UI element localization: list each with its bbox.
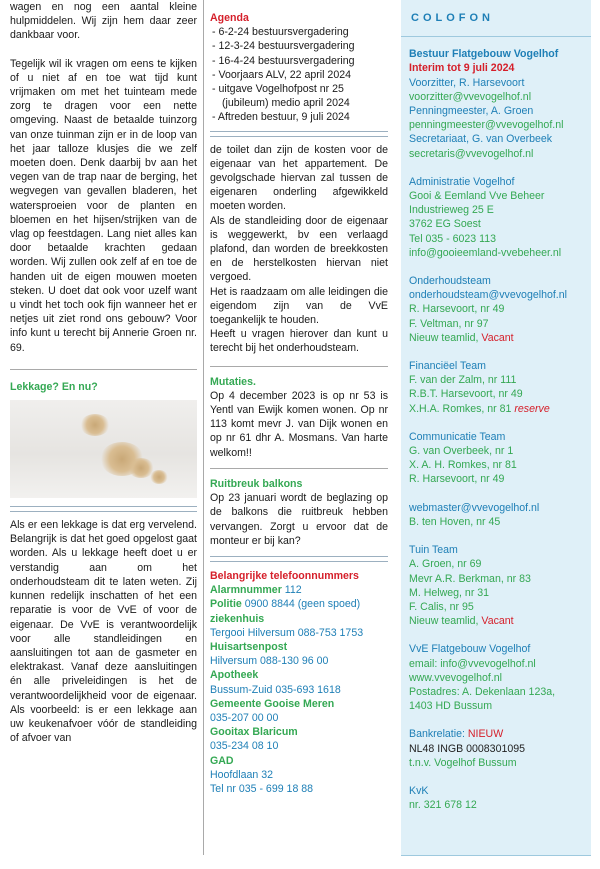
phone-entry: Politie 0900 8844 (geen spoed) bbox=[210, 598, 361, 611]
bank-block bbox=[401, 727, 591, 770]
admin-email[interactable]: info@gooieemland-vvebeheer.nl bbox=[409, 246, 562, 259]
secretariaat: Secretariaat, G. van Overbeek bbox=[409, 133, 553, 146]
kvk-block bbox=[401, 784, 591, 812]
webmaster-block bbox=[401, 501, 591, 529]
webmaster-email[interactable]: webmaster@vvevogelhof.nl bbox=[409, 501, 540, 514]
member-line: F. van der Zalm, nr 111 bbox=[409, 374, 517, 387]
tuin-block bbox=[401, 543, 591, 628]
vve-website[interactable]: www.vvevogelhof.nl bbox=[409, 671, 503, 684]
member-line: G. van Overbeek, nr 1 bbox=[409, 445, 514, 458]
agenda-item: - Aftreden bestuur, 9 juli 2024 bbox=[212, 111, 350, 124]
voorzitter-email[interactable]: voorzitter@vvevogelhof.nl bbox=[409, 90, 532, 103]
vve-email[interactable]: email: info@vvevogelhof.nl bbox=[409, 657, 536, 670]
kvk-title: KvK bbox=[409, 784, 429, 797]
secretariaat-email[interactable]: secretaris@vvevogelhof.nl bbox=[409, 147, 534, 160]
phone-value: Tel nr 035 - 699 18 88 bbox=[210, 782, 314, 795]
vve-postcode: 1403 HD Bussum bbox=[409, 700, 493, 713]
admin-line: Gooi & Eemland Vve Beheer bbox=[409, 190, 545, 203]
column-left bbox=[10, 0, 197, 745]
reserve-label: reserve bbox=[514, 402, 550, 415]
member-line: M. Helweg, nr 31 bbox=[409, 586, 490, 599]
bestuur-block bbox=[401, 47, 591, 161]
phone-label: Apotheek bbox=[210, 669, 259, 682]
paragraph-lekkage: Als er een lekkage is dat erg vervelend. Belangrijk is dat het goed opgelost gaat worden. Als u lekkage heeft doet u er verstandig aan om het onderhoudsteam dit te laten weten. Zij kunnen redelijk inschatten of het een reparatie is voor de VvE of voor de eigenaar. De VvE is verantwoordelijk voor alle standleidingen en aansluitingen tot aan de gasmeter en elektrakast. Vanaf deze aansluitingen én alle priveleidingen is het de verantwoordelijkheid voor de eigenaar. Als voorbeeld: is er een lekkage aan uw keukenafvoer vóór de standleiding of afvoer van bbox=[10, 519, 197, 745]
column-middle bbox=[210, 0, 388, 796]
phone-value: Hilversum 088-130 96 00 bbox=[210, 655, 329, 668]
penningmeester: Penningmeester, A. Groen bbox=[409, 105, 534, 118]
tuin-title: Tuin Team bbox=[409, 544, 458, 557]
new-badge: NIEUW bbox=[467, 728, 504, 741]
onderhoud-title: Onderhoudsteam bbox=[409, 275, 491, 288]
agenda-item: - Voorjaars ALV, 22 april 2024 bbox=[212, 68, 352, 81]
member-line: F. Veltman, nr 97 bbox=[409, 317, 489, 330]
phone-value: Hoofdlaan 32 bbox=[210, 768, 274, 781]
member-line: Mevr A.R. Berkman, nr 83 bbox=[409, 572, 531, 585]
vacant-label: Vacant bbox=[481, 331, 514, 344]
bank-tnv: t.n.v. Vogelhof Bussum bbox=[409, 756, 517, 769]
paragraph-thanks: wagen en nog een aantal kleine hulpmiddelen. Wij zijn hem daar zeer dankbaar voor. bbox=[10, 1, 197, 42]
onderhoud-block bbox=[401, 274, 591, 345]
phone-label: Gooitax Blaricum bbox=[210, 726, 298, 739]
comm-title: Communicatie Team bbox=[409, 430, 506, 443]
member-line: X. A. H. Romkes, nr 81 bbox=[409, 459, 517, 472]
interim-text: Interim tot 9 juli 2024 bbox=[409, 62, 515, 75]
phone-value: Bussum-Zuid 035-693 1618 bbox=[210, 683, 341, 696]
member-line: F. Calis, nr 95 bbox=[409, 600, 474, 613]
phone-label: GAD bbox=[210, 754, 234, 767]
vve-title: VvE Flatgebouw Vogelhof bbox=[409, 643, 531, 656]
phone-label: Huisartsenpost bbox=[210, 640, 288, 653]
paragraph-vragen: Heeft u vragen hierover dan kunt u terecht bij het onderhoudsteam. bbox=[210, 328, 388, 355]
agenda-item: - 6-2-24 bestuursvergadering bbox=[212, 26, 349, 39]
bank-iban: NL48 INGB 0008301095 bbox=[409, 742, 526, 755]
voorzitter: Voorzitter, R. Harsevoort bbox=[409, 76, 525, 89]
admin-line: 3762 EG Soest bbox=[409, 218, 481, 231]
agenda-item: - uitgave Vogelhofpost nr 25 (jubileum) medio april 2024 bbox=[212, 83, 350, 110]
phone-value: 035-207 00 00 bbox=[210, 711, 279, 724]
paragraph-toilet: de toilet dan zijn de kosten voor de eigenaar van het appartement. De gevolgschade hiervan zal tussen de eigenaren onderling afgewikkeld moeten worden. bbox=[210, 143, 388, 213]
member-line: B. ten Hoven, nr 45 bbox=[409, 515, 501, 528]
administratie-block bbox=[401, 175, 591, 260]
admin-line: Tel 035 - 6023 113 bbox=[409, 232, 496, 245]
heading-mutaties: Mutaties. bbox=[210, 375, 256, 388]
heading-ruitbreuk: Ruitbreuk balkons bbox=[210, 477, 303, 490]
paragraph-tuinteam: Tegelijk wil ik vragen om eens te kijken of u niet af en toe wat tijd kunt vrijmaken om met het tuinteam mede zorg te dragen voor een nette omgeving. Naast de betaalde tuinzorg van onze tuinman zijn er in de loop van het jaar talloze klusjes die we zelf moeten doen. Denk daarbij bv aan het vegen van de trap naar de berging, het wegvegen van gevallen bladeren, het watersproeien voor de planten en bloemen en het hijsen/strijken van de vlag op feestdagen. Lang niet alles kan door betaalde krachten gedaan worden. Wij zullen ook zelf af en toe de handen uit de eigen mouwen moeten steken. U doet dat ook voor uzelf want u vindt het toch ook fijn wanneer het er netjes uit ziet rond ons gebouw? Voor info kunt u terecht bij Annerie Groen nr. 69. bbox=[10, 57, 197, 354]
new-member-line: Nieuw teamlid, Vacant bbox=[409, 615, 514, 628]
penningmeester-email[interactable]: penningmeester@vvevogelhof.nl bbox=[409, 119, 564, 132]
agenda-item: - 12-3-24 bestuursvergadering bbox=[212, 40, 355, 53]
colofon-panel bbox=[401, 0, 591, 856]
column-separator bbox=[203, 0, 204, 855]
admin-title: Administratie Vogelhof bbox=[409, 175, 515, 188]
heading-lekkage: Lekkage? En nu? bbox=[10, 380, 98, 393]
heading-telefoonnummers: Belangrijke telefoonnummers bbox=[210, 569, 359, 582]
phone-label: ziekenhuis bbox=[210, 612, 265, 625]
member-line: R. Harsevoort, nr 49 bbox=[409, 303, 505, 316]
paragraph-standleiding: Als de standleiding door de eigenaar is weggewerkt, bv een verlaagd plafond, dan worden de breekkosten en de herstelkosten hiervan niet vergoed. bbox=[210, 214, 388, 284]
admin-line: Industrieweg 25 E bbox=[409, 204, 494, 217]
communicatie-block bbox=[401, 430, 591, 487]
member-line: R. Harsevoort, nr 49 bbox=[409, 473, 505, 486]
agenda-list bbox=[210, 25, 388, 124]
agenda-item: - 16-4-24 bestuursvergadering bbox=[212, 54, 355, 67]
bank-label: Bankrelatie: NIEUW bbox=[409, 728, 504, 741]
phone-list bbox=[210, 583, 388, 796]
paragraph-mutaties: Op 4 december 2023 is op nr 53 is Yentl van Ewijk komen wonen. Op nr 113 komt mevr J. van Dijk wonen en op nr 61 dhr A. Mosmans. Van harte welkom!! bbox=[210, 389, 388, 459]
vacant-label: Vacant bbox=[481, 615, 514, 628]
paragraph-ruitbreuk: Op 23 januari wordt de beglazing op de balkons die ruitbreuk hebben vervangen. Zorgt u ervoor dat de monteur er bij kan? bbox=[210, 492, 388, 547]
phone-value: Tergooi Hilversum 088-753 1753 bbox=[210, 626, 364, 639]
financieel-block bbox=[401, 359, 591, 416]
new-member-line: Nieuw teamlid, Vacant bbox=[409, 331, 514, 344]
leak-stain-photo bbox=[10, 400, 197, 498]
agenda-title: Agenda bbox=[210, 12, 249, 24]
member-line: R.B.T. Harsevoort, nr 49 bbox=[409, 388, 523, 401]
bestuur-title: Bestuur Flatgebouw Vogelhof bbox=[409, 48, 559, 61]
onderhoud-email[interactable]: onderhoudsteam@vvevogelhof.nl bbox=[409, 289, 567, 302]
colofon-title: COLOFON bbox=[411, 12, 494, 24]
phone-label: Gemeente Gooise Meren bbox=[210, 697, 335, 710]
vve-address: Postadres: A. Dekenlaan 123a, bbox=[409, 685, 556, 698]
kvk-number: nr. 321 678 12 bbox=[409, 799, 477, 812]
fin-title: Financiëel Team bbox=[409, 360, 486, 373]
phone-entry: Alarmnummer 112 bbox=[210, 584, 302, 597]
member-line: A. Groen, nr 69 bbox=[409, 558, 482, 571]
paragraph-raadzaam: Het is raadzaam om alle leidingen die eigendom zijn van de VvE toegankelijk te houden. bbox=[210, 285, 388, 327]
member-line: X.H.A. Romkes, nr 81 reserve bbox=[409, 402, 550, 415]
vve-block bbox=[401, 642, 591, 713]
phone-value: 035-234 08 10 bbox=[210, 740, 279, 753]
